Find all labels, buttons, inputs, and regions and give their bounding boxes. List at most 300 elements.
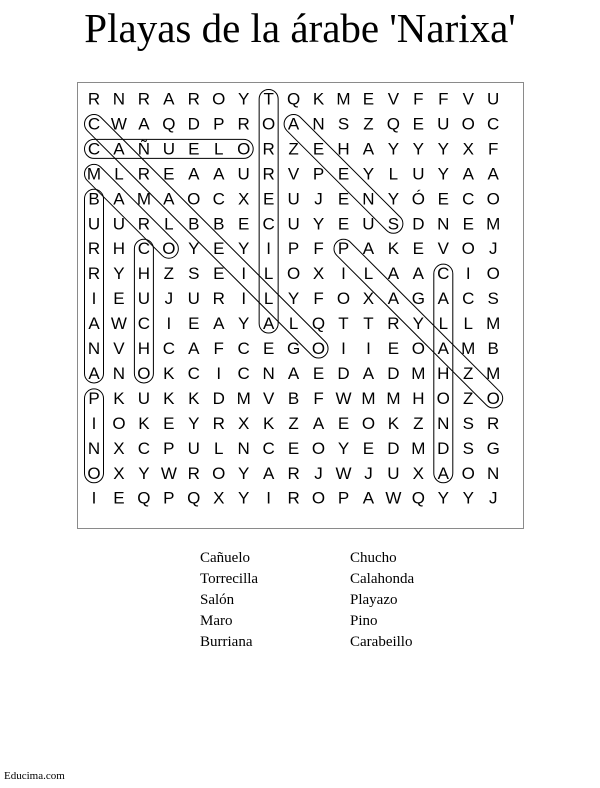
grid-letter[interactable]: R <box>212 289 225 309</box>
grid-letter[interactable]: C <box>137 314 151 334</box>
grid-letter[interactable]: C <box>262 438 275 458</box>
grid-letter[interactable]: W <box>385 488 402 508</box>
grid-letter[interactable]: E <box>337 189 350 209</box>
grid-letter[interactable]: S <box>188 264 200 284</box>
grid-letter[interactable]: A <box>138 114 150 134</box>
word-highlight-chucho <box>134 239 153 383</box>
grid-letter[interactable]: K <box>387 413 400 433</box>
grid-letter[interactable]: R <box>487 413 500 433</box>
grid-letter[interactable]: N <box>437 413 450 433</box>
grid-letter[interactable]: X <box>213 488 225 508</box>
grid-letter[interactable]: G <box>411 289 425 309</box>
grid-letter[interactable]: O <box>162 239 176 259</box>
grid-letter[interactable]: F <box>488 139 499 159</box>
grid-letter[interactable]: U <box>287 189 300 209</box>
grid-letter[interactable]: D <box>412 214 425 234</box>
grid-letter[interactable]: Y <box>387 189 400 209</box>
word-list-left <box>200 548 258 653</box>
grid-letter[interactable]: Z <box>363 114 374 134</box>
grid-letter[interactable]: U <box>287 214 300 234</box>
grid-letter[interactable]: M <box>486 314 501 334</box>
grid-letter[interactable]: G <box>486 438 500 458</box>
grid-letter[interactable]: B <box>487 339 499 358</box>
grid-letter[interactable]: A <box>387 264 400 284</box>
grid-letter[interactable]: A <box>113 139 125 159</box>
grid-letter[interactable]: R <box>137 214 151 234</box>
grid-letter[interactable]: E <box>412 114 425 134</box>
grid-letter[interactable]: O <box>237 139 251 159</box>
grid-letter[interactable]: N <box>262 363 275 383</box>
grid-letter[interactable]: E <box>213 264 225 284</box>
grid-letter[interactable]: U <box>87 214 101 234</box>
grid-letter[interactable]: E <box>262 189 275 209</box>
grid-letter[interactable]: T <box>363 314 374 334</box>
grid-letter[interactable]: Z <box>288 413 299 433</box>
grid-letter[interactable]: C <box>437 264 450 284</box>
grid-letter[interactable]: Y <box>238 488 250 508</box>
grid-letter[interactable]: E <box>213 239 225 259</box>
grid-letter[interactable]: A <box>262 314 275 334</box>
grid-letter[interactable]: I <box>341 339 346 358</box>
grid-letter[interactable]: O <box>87 463 101 483</box>
grid-letter[interactable]: A <box>312 413 325 433</box>
grid-letter[interactable]: E <box>337 214 350 234</box>
grid-letter[interactable]: Y <box>238 239 250 259</box>
grid-letter[interactable]: L <box>263 264 274 284</box>
grid-letter[interactable]: R <box>287 488 300 508</box>
grid-letter[interactable]: M <box>486 214 501 234</box>
grid-letter[interactable]: Q <box>162 114 176 134</box>
grid-letter[interactable]: E <box>362 438 375 458</box>
grid-letter[interactable]: E <box>387 339 400 358</box>
grid-letter[interactable]: A <box>362 239 375 259</box>
grid-letter[interactable]: Y <box>337 438 350 458</box>
grid-letter[interactable]: E <box>312 363 325 383</box>
grid-letter[interactable]: K <box>312 89 325 109</box>
grid-letter[interactable]: D <box>337 363 350 383</box>
grid-letter[interactable]: Q <box>411 488 425 508</box>
grid-letter[interactable]: I <box>216 363 222 383</box>
grid-letter[interactable]: R <box>262 164 275 184</box>
grid-letter[interactable]: H <box>112 239 126 259</box>
grid-letter[interactable]: I <box>91 488 97 508</box>
grid-letter[interactable]: E <box>412 239 425 259</box>
grid-letter[interactable]: A <box>412 264 425 284</box>
grid-letter[interactable]: O <box>212 463 226 483</box>
grid-letter[interactable]: R <box>262 139 275 159</box>
grid-letter[interactable]: K <box>387 239 400 259</box>
grid-letter[interactable]: Y <box>287 289 300 309</box>
grid-letter[interactable]: F <box>213 339 224 358</box>
grid-letter[interactable]: Y <box>238 463 250 483</box>
grid-letter[interactable]: I <box>241 289 247 309</box>
grid-letter[interactable]: J <box>364 463 373 483</box>
grid-letter[interactable]: Y <box>412 139 425 159</box>
grid-letter[interactable]: Y <box>113 264 125 284</box>
grid-letter[interactable]: H <box>137 264 151 284</box>
grid-letter[interactable]: M <box>86 164 102 184</box>
grid-letter[interactable]: Y <box>437 488 449 508</box>
grid-letter[interactable]: L <box>288 314 299 334</box>
grid-letter[interactable]: R <box>237 114 250 134</box>
grid-letter[interactable]: U <box>412 164 425 184</box>
grid-letter[interactable]: S <box>462 413 474 433</box>
grid-letter[interactable]: M <box>236 388 251 408</box>
word-list-item: Torrecilla <box>200 571 259 587</box>
grid-letter[interactable]: L <box>164 214 174 234</box>
grid-letter[interactable]: E <box>337 413 350 433</box>
grid-letter[interactable]: I <box>166 314 172 334</box>
grid-letter[interactable]: T <box>338 314 349 334</box>
grid-letter[interactable]: I <box>266 488 272 508</box>
grid-letter[interactable]: X <box>462 139 474 159</box>
grid-letter[interactable]: N <box>87 438 101 458</box>
word-list-item: Calahonda <box>350 571 415 587</box>
grid-letter[interactable]: O <box>187 189 201 209</box>
grid-letter[interactable]: A <box>362 363 375 383</box>
grid-letter[interactable]: A <box>462 164 474 184</box>
grid-letter[interactable]: Y <box>238 314 250 334</box>
grid-letter[interactable]: P <box>163 488 175 508</box>
grid-letter[interactable]: A <box>287 363 300 383</box>
grid-letter[interactable]: A <box>262 463 275 483</box>
grid-letter[interactable]: O <box>461 463 475 483</box>
word-search-grid[interactable] <box>77 82 524 529</box>
grid-letter[interactable]: P <box>213 114 225 134</box>
grid-letter[interactable]: U <box>187 438 200 458</box>
grid-letter[interactable]: K <box>262 413 275 433</box>
grid-letter[interactable]: H <box>337 139 350 159</box>
word-list-item: Cañuelo <box>200 550 250 566</box>
grid-letter[interactable]: Q <box>311 314 326 334</box>
grid-letter[interactable]: C <box>162 339 175 358</box>
grid-letter[interactable]: E <box>163 413 175 433</box>
grid-letter[interactable]: N <box>487 463 500 483</box>
grid-letter[interactable]: R <box>212 413 225 433</box>
grid-letter[interactable]: J <box>164 289 174 309</box>
grid-letter[interactable]: O <box>311 488 326 508</box>
grid-letter[interactable]: C <box>212 189 225 209</box>
grid-letter[interactable]: O <box>336 289 351 309</box>
grid-letter[interactable]: X <box>312 264 325 284</box>
grid-letter[interactable]: A <box>437 463 449 483</box>
grid-letter[interactable]: V <box>387 89 400 109</box>
grid-letter[interactable]: D <box>437 438 450 458</box>
grid-letter[interactable]: Y <box>138 463 150 483</box>
grid-letter[interactable]: U <box>162 139 175 159</box>
grid-letter[interactable]: A <box>113 189 125 209</box>
grid-letter[interactable]: M <box>386 388 401 408</box>
grid-letter[interactable]: E <box>188 139 200 159</box>
grid-letter[interactable]: M <box>486 363 501 383</box>
grid-letter[interactable]: K <box>163 388 175 408</box>
grid-letter[interactable]: L <box>263 289 274 309</box>
grid-letter[interactable]: P <box>163 438 175 458</box>
grid-letter[interactable]: N <box>362 189 375 209</box>
grid-letter[interactable]: L <box>463 314 473 334</box>
grid-letter[interactable]: V <box>262 388 275 408</box>
grid-letter[interactable]: J <box>314 189 323 209</box>
grid-letter[interactable]: K <box>113 388 125 408</box>
grid-letter[interactable]: X <box>113 463 125 483</box>
grid-letter[interactable]: E <box>437 189 449 209</box>
grid-letter[interactable]: Y <box>437 164 449 184</box>
grid-letter[interactable]: Z <box>163 264 175 284</box>
word-list-item: Salón <box>200 592 235 608</box>
grid-letter[interactable]: C <box>462 189 475 209</box>
grid-letter[interactable]: R <box>387 314 400 334</box>
grid-letter[interactable]: I <box>91 413 97 433</box>
grid-letter[interactable]: U <box>137 289 151 309</box>
grid-letter[interactable]: I <box>266 239 272 259</box>
grid-letter[interactable]: H <box>412 388 425 408</box>
grid-letter[interactable]: P <box>287 239 300 259</box>
grid-letter[interactable]: R <box>187 89 200 109</box>
grid-letter[interactable]: C <box>487 114 500 134</box>
grid-letter[interactable]: P <box>337 239 350 259</box>
grid-letter[interactable]: A <box>437 339 449 358</box>
grid-letter[interactable]: U <box>362 214 375 234</box>
grid-letter[interactable]: A <box>188 164 200 184</box>
grid-letter[interactable]: Z <box>463 388 474 408</box>
grid-letter[interactable]: O <box>411 339 425 358</box>
grid-letter[interactable]: N <box>437 214 450 234</box>
grid-letter[interactable]: U <box>187 289 200 309</box>
grid-letter[interactable]: U <box>237 164 250 184</box>
grid-letter[interactable]: B <box>188 214 200 234</box>
grid-letter[interactable]: J <box>488 239 498 259</box>
grid-letter[interactable]: Z <box>288 139 299 159</box>
grid-letter[interactable]: N <box>87 339 101 358</box>
grid-letter[interactable]: F <box>313 239 324 259</box>
grid-letter[interactable]: Z <box>463 363 474 383</box>
grid-letter[interactable]: Q <box>286 89 301 109</box>
grid-letter[interactable]: C <box>262 214 275 234</box>
grid-letter[interactable]: E <box>337 164 350 184</box>
grid-letter[interactable]: K <box>188 388 200 408</box>
grid-letter[interactable]: Y <box>437 139 449 159</box>
grid-letter[interactable]: E <box>362 89 375 109</box>
grid-letter[interactable]: O <box>286 264 301 284</box>
grid-letter[interactable]: W <box>110 314 127 334</box>
grid-letter[interactable]: L <box>438 314 449 334</box>
grid-letter[interactable]: O <box>361 413 376 433</box>
grid-letter[interactable]: W <box>335 388 352 408</box>
grid-letter[interactable]: R <box>87 89 101 109</box>
grid-letter[interactable]: A <box>437 289 449 309</box>
grid-letter[interactable]: C <box>237 363 250 383</box>
grid-letter[interactable]: X <box>412 463 425 483</box>
grid-letter[interactable]: X <box>113 438 125 458</box>
grid-letter[interactable]: Y <box>312 214 325 234</box>
grid-letter[interactable]: P <box>337 488 350 508</box>
grid-letter[interactable]: M <box>361 388 376 408</box>
grid-letter[interactable]: Q <box>386 114 401 134</box>
grid-letter[interactable]: V <box>287 164 300 184</box>
grid-letter[interactable]: A <box>487 164 499 184</box>
grid-letter[interactable]: M <box>411 363 426 383</box>
grid-letter[interactable]: O <box>262 114 276 134</box>
grid-letter[interactable]: R <box>137 89 151 109</box>
grid-letter[interactable]: Q <box>187 488 201 508</box>
grid-letter[interactable]: C <box>237 339 250 358</box>
grid-letter[interactable]: L <box>214 438 224 458</box>
word-list-item: Playazo <box>350 592 398 608</box>
grid-letter[interactable]: Y <box>412 314 425 334</box>
grid-letter[interactable]: U <box>137 388 151 408</box>
grid-letter[interactable]: N <box>237 438 250 458</box>
grid-letter[interactable]: W <box>160 463 177 483</box>
grid-letter[interactable]: S <box>462 438 474 458</box>
grid-letter[interactable]: R <box>137 164 151 184</box>
grid-letter[interactable]: P <box>312 164 325 184</box>
grid-letter[interactable]: N <box>312 114 325 134</box>
grid-letter[interactable]: C <box>137 239 151 259</box>
grid-letter[interactable]: P <box>88 388 100 408</box>
grid-letter[interactable]: L <box>388 164 399 184</box>
grid-letter[interactable]: K <box>138 413 150 433</box>
grid-letter[interactable]: C <box>87 114 101 134</box>
grid-letter[interactable]: F <box>413 89 424 109</box>
grid-letter[interactable]: J <box>488 488 498 508</box>
grid-letter[interactable]: L <box>214 139 224 159</box>
grid-letter[interactable]: I <box>91 289 97 309</box>
grid-letter[interactable]: O <box>486 264 500 284</box>
grid-letter[interactable]: E <box>113 488 125 508</box>
grid-letter[interactable]: E <box>312 139 325 159</box>
grid-letter[interactable]: O <box>311 438 326 458</box>
grid-letter[interactable]: Y <box>188 413 200 433</box>
grid-letter[interactable]: E <box>113 289 125 309</box>
grid-letter[interactable]: O <box>112 413 126 433</box>
grid-letter[interactable]: X <box>238 189 250 209</box>
grid-letter[interactable]: E <box>462 214 474 234</box>
grid-letter[interactable]: D <box>212 388 225 408</box>
grid-letter[interactable]: M <box>411 438 426 458</box>
grid-letter[interactable]: I <box>241 264 247 284</box>
grid-letter[interactable]: K <box>163 363 175 383</box>
grid-letter[interactable]: W <box>335 463 352 483</box>
grid-letter[interactable]: J <box>314 463 323 483</box>
grid-letter[interactable]: C <box>462 289 475 309</box>
grid-letter[interactable]: A <box>88 314 100 334</box>
grid-letter[interactable]: B <box>213 214 225 234</box>
grid-letter[interactable]: N <box>112 89 126 109</box>
grid-letter[interactable]: F <box>438 89 449 109</box>
grid-letter[interactable]: C <box>87 139 101 159</box>
grid-letter[interactable]: L <box>363 264 374 284</box>
grid-letter[interactable]: T <box>263 89 274 109</box>
grid-letter[interactable]: D <box>387 438 400 458</box>
grid-letter[interactable]: D <box>187 114 200 134</box>
grid-letter[interactable]: M <box>461 339 476 358</box>
grid-letter[interactable]: A <box>213 314 225 334</box>
grid-letter[interactable]: O <box>461 114 475 134</box>
grid-letter[interactable]: R <box>87 239 101 259</box>
grid-letter[interactable]: D <box>387 363 400 383</box>
grid-letter[interactable]: U <box>387 463 400 483</box>
grid-letter[interactable]: I <box>366 339 371 358</box>
grid-letter[interactable]: O <box>436 388 450 408</box>
grid-letter[interactable]: Y <box>238 89 250 109</box>
word-list-item: Burriana <box>200 634 253 650</box>
grid-letter[interactable]: M <box>336 89 351 109</box>
grid-letter[interactable]: S <box>387 214 400 234</box>
grid-letter[interactable]: Y <box>387 139 400 159</box>
grid-letter[interactable]: Ñ <box>137 139 151 159</box>
grid-letter[interactable]: R <box>187 463 200 483</box>
grid-letter[interactable]: R <box>287 463 300 483</box>
grid-letter[interactable]: S <box>487 289 499 309</box>
grid-letter[interactable]: I <box>341 264 346 284</box>
grid-letter[interactable]: L <box>114 164 124 184</box>
grid-letter[interactable]: M <box>136 189 151 209</box>
grid-letter[interactable]: U <box>487 89 500 109</box>
grid-letter[interactable]: V <box>437 239 449 259</box>
grid-letter[interactable]: E <box>262 339 275 358</box>
grid-letter[interactable]: A <box>387 289 400 309</box>
grid-letter[interactable]: E <box>188 314 200 334</box>
grid-letter[interactable]: E <box>287 438 300 458</box>
grid-letter[interactable]: A <box>188 339 200 358</box>
grid-letter[interactable]: G <box>286 339 301 358</box>
grid-letter[interactable]: C <box>187 363 200 383</box>
grid-letter[interactable]: U <box>437 114 450 134</box>
grid-letter[interactable]: B <box>88 189 100 209</box>
grid-letter[interactable]: Ó <box>411 189 425 209</box>
grid-letter[interactable]: Z <box>413 413 424 433</box>
grid-letter[interactable]: R <box>87 264 101 284</box>
grid-letter[interactable]: A <box>163 189 175 209</box>
grid-letter[interactable]: X <box>238 413 250 433</box>
grid-letter[interactable]: V <box>113 339 125 358</box>
grid-letter[interactable]: W <box>110 114 127 134</box>
grid-letter[interactable]: E <box>238 214 250 234</box>
grid-letter[interactable]: H <box>437 363 450 383</box>
word-list-item: Carabeillo <box>350 634 413 650</box>
grid-letter[interactable]: A <box>362 488 375 508</box>
grid-letter[interactable]: E <box>163 164 175 184</box>
grid-letter[interactable]: O <box>461 239 475 259</box>
grid-letter[interactable]: C <box>137 438 151 458</box>
grid-letter[interactable]: V <box>462 89 474 109</box>
grid-letter[interactable]: X <box>362 289 375 309</box>
grid-letter[interactable]: Y <box>188 239 200 259</box>
grid-letter[interactable]: Y <box>462 488 474 508</box>
grid-letter[interactable]: F <box>313 388 324 408</box>
grid-letter[interactable]: A <box>88 363 100 383</box>
grid-letter[interactable]: O <box>486 189 500 209</box>
grid-letter[interactable]: O <box>137 363 151 383</box>
grid-letter[interactable]: A <box>287 114 300 134</box>
grid-letter[interactable]: N <box>112 363 126 383</box>
grid-letter[interactable]: H <box>137 339 151 358</box>
grid-letter[interactable]: Q <box>137 488 151 508</box>
grid-letter[interactable]: S <box>337 114 350 134</box>
grid-letter[interactable]: O <box>212 89 226 109</box>
grid-letter[interactable]: F <box>313 289 324 309</box>
grid-letter[interactable]: O <box>311 339 326 358</box>
grid-letter[interactable]: Y <box>362 164 375 184</box>
grid-letter[interactable]: B <box>287 388 300 408</box>
grid-letter[interactable]: A <box>163 89 175 109</box>
word-list-item: Pino <box>350 613 378 629</box>
grid-letter[interactable]: I <box>465 264 471 284</box>
grid-letter[interactable]: A <box>362 139 375 159</box>
grid-letter[interactable]: A <box>213 164 225 184</box>
grid-letter[interactable]: U <box>112 214 126 234</box>
grid-letter[interactable]: O <box>486 388 500 408</box>
